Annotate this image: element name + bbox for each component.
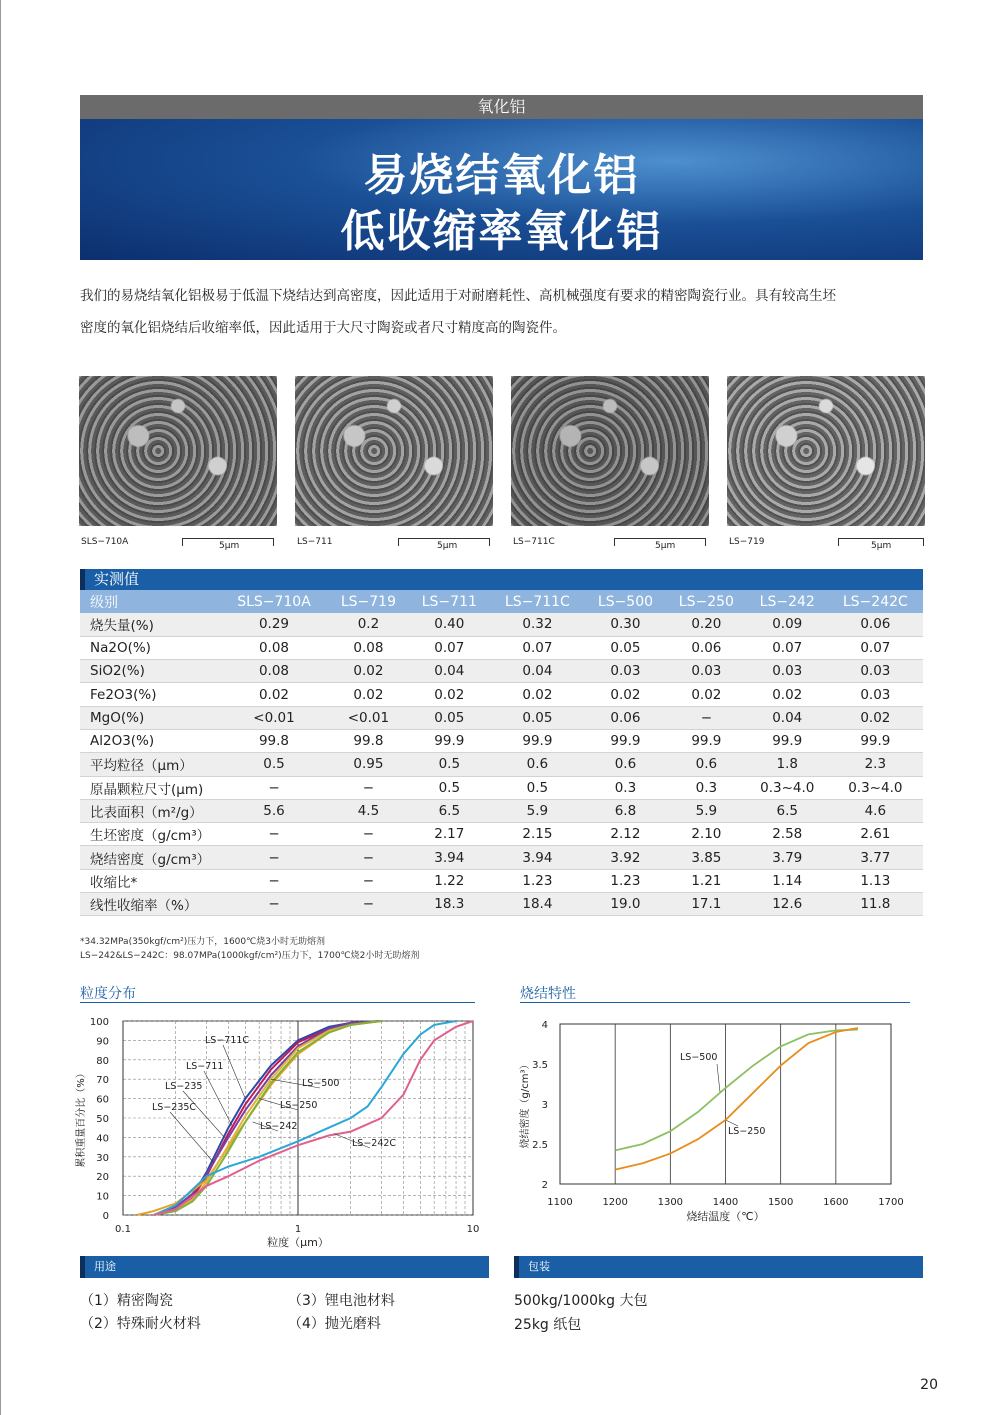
table-cell: 6.5 (747, 799, 828, 822)
table-cell: 2.58 (747, 823, 828, 846)
table-row (80, 869, 923, 892)
table-cell: 0.08 (328, 636, 409, 659)
intro-text (80, 280, 923, 344)
table-header-cell: LS−711 (409, 590, 490, 613)
y-tick-label: 2.5 (532, 1140, 548, 1151)
table-cell: 17.1 (666, 893, 747, 916)
series-label: LS−500 (680, 1052, 718, 1063)
table-row (80, 613, 923, 636)
table-row (80, 683, 923, 706)
table-cell: 3.94 (409, 846, 490, 869)
table-cell: 0.3~4.0 (828, 776, 923, 799)
table-cell: 0.5 (490, 776, 585, 799)
table-cell: 12.6 (747, 893, 828, 916)
particle-size-chart (70, 1010, 480, 1250)
x-tick-label: 1300 (657, 1197, 684, 1208)
y-axis-label: 累积重量百分比（%） (76, 1068, 87, 1168)
table-cell: 18.4 (490, 893, 585, 916)
table-cell: 99.8 (220, 729, 328, 752)
table-cell: − (220, 823, 328, 846)
y-tick-label: 70 (96, 1075, 109, 1087)
row-label: Fe2O3(%) (80, 683, 220, 706)
table-cell: 1.8 (747, 753, 828, 776)
table-cell: − (328, 846, 409, 869)
row-label: 生坯密度（g/cm³） (80, 823, 220, 846)
section-indicator (514, 1256, 519, 1278)
measured-section-title (80, 569, 923, 590)
table-cell: 99.9 (666, 729, 747, 752)
series-label: LS−250 (728, 1126, 766, 1137)
row-label: 烧失量(%) (80, 613, 220, 636)
y-tick-label: 10 (96, 1191, 109, 1203)
table-cell: 0.6 (585, 753, 666, 776)
table-cell: 0.3 (666, 776, 747, 799)
sem-photo (79, 376, 277, 526)
table-cell: 0.2 (328, 613, 409, 636)
x-tick-label: 1400 (712, 1197, 739, 1208)
section-indicator (80, 1256, 85, 1278)
x-tick-label: 0.1 (115, 1224, 131, 1235)
table-cell: 0.07 (747, 636, 828, 659)
spec-table (80, 590, 923, 916)
scale-label: 5μm (871, 541, 892, 551)
photo-caption: LS−719 (729, 537, 765, 547)
sem-photo (511, 376, 709, 526)
series-label: LS−242 (260, 1121, 298, 1132)
row-label: Na2O(%) (80, 636, 220, 659)
row-label: 比表面积（m²/g） (80, 799, 220, 822)
hero-banner (80, 119, 923, 260)
photo-caption: LS−711 (297, 537, 333, 547)
y-tick-label: 30 (96, 1152, 109, 1164)
table-cell: 2.12 (585, 823, 666, 846)
table-cell: 0.08 (220, 660, 328, 683)
table-cell: 3.94 (490, 846, 585, 869)
table-cell: 0.02 (328, 660, 409, 683)
category-bar: 氧化铝 (80, 95, 923, 119)
x-tick-label: 1700 (878, 1197, 904, 1208)
x-axis-label: 粒度（μm） (267, 1236, 329, 1249)
table-cell: 0.08 (220, 636, 328, 659)
packing-item: 500kg/1000kg 大包 (514, 1293, 648, 1309)
table-cell: 4.5 (328, 799, 409, 822)
table-cell: 1.22 (409, 869, 490, 892)
table-cell: 0.05 (585, 636, 666, 659)
sintering-chart (510, 1010, 910, 1230)
table-cell: 3.85 (666, 846, 747, 869)
table-cell: <0.01 (328, 706, 409, 729)
table-cell: 0.40 (409, 613, 490, 636)
table-cell: 0.02 (220, 683, 328, 706)
table-cell: 0.03 (828, 660, 923, 683)
footnote-2: LS−242&LS−242C：98.07MPa(1000kgf/cm²)压力下，1700℃烧2小时无助熔剂 (80, 951, 420, 961)
table-row (80, 660, 923, 683)
table-cell: 5.9 (666, 799, 747, 822)
table-cell: 0.32 (490, 613, 585, 636)
table-cell: 0.03 (666, 660, 747, 683)
table-cell: 99.9 (828, 729, 923, 752)
table-cell: 0.04 (747, 706, 828, 729)
y-tick-label: 4 (541, 1020, 548, 1031)
series-label: LS−235 (165, 1081, 203, 1092)
table-cell: 0.29 (220, 613, 328, 636)
use-item: （2）特殊耐火材料 (80, 1316, 201, 1332)
scale-label: 5μm (219, 541, 240, 551)
table-cell: 0.03 (828, 683, 923, 706)
table-cell: 3.77 (828, 846, 923, 869)
scale-label: 5μm (437, 541, 458, 551)
use-item: （1）精密陶瓷 (80, 1293, 173, 1309)
row-label: 烧结密度（g/cm³） (80, 846, 220, 869)
series-label: LS−711 (186, 1061, 224, 1072)
chart1-heading: 粒度分布 (80, 986, 136, 1002)
table-cell: 19.0 (585, 893, 666, 916)
table-cell: 0.06 (585, 706, 666, 729)
table-cell: 99.9 (409, 729, 490, 752)
table-cell: − (220, 869, 328, 892)
table-cell: 0.02 (828, 706, 923, 729)
table-cell: 0.6 (490, 753, 585, 776)
table-cell: 1.23 (585, 869, 666, 892)
table-cell: 0.5 (409, 753, 490, 776)
page-number: 20 (920, 1377, 938, 1393)
table-cell: 11.8 (828, 893, 923, 916)
y-tick-label: 90 (96, 1036, 109, 1048)
table-header-cell: LS−242C (828, 590, 923, 613)
table-cell: 0.05 (490, 706, 585, 729)
table-cell: 0.5 (409, 776, 490, 799)
sem-photo (727, 376, 925, 526)
use-item: （3）锂电池材料 (288, 1293, 395, 1309)
x-tick-label: 1600 (823, 1197, 849, 1208)
table-header-cell: LS−250 (666, 590, 747, 613)
table-header-cell: LS−711C (490, 590, 585, 613)
series-label: LS−500 (302, 1078, 340, 1089)
y-tick-label: 100 (89, 1017, 109, 1028)
section-indicator (80, 569, 85, 590)
measured-title-text: 实测值 (94, 570, 140, 588)
uses-title: 用途 (94, 1260, 116, 1273)
table-cell: 5.6 (220, 799, 328, 822)
table-row (80, 799, 923, 822)
table-row (80, 753, 923, 776)
table-cell: 99.8 (328, 729, 409, 752)
title-line-2: 低收缩率氧化铝 (340, 206, 663, 257)
table-cell: 2.15 (490, 823, 585, 846)
x-tick-label: 10 (466, 1224, 480, 1235)
row-label: 收缩比* (80, 869, 220, 892)
table-cell: 5.9 (490, 799, 585, 822)
table-cell: 0.3~4.0 (747, 776, 828, 799)
series-label: LS−250 (280, 1100, 318, 1111)
series-label: LS−242C (352, 1138, 397, 1149)
chart1-rule (80, 1002, 475, 1003)
footnote-1: *34.32MPa(350kgf/cm²)压力下，1600℃烧3小时无助熔剂 (80, 937, 325, 947)
table-row (80, 706, 923, 729)
row-label: 平均粒径（μm） (80, 753, 220, 776)
row-label: Al2O3(%) (80, 729, 220, 752)
table-cell: 0.07 (490, 636, 585, 659)
table-cell: 6.8 (585, 799, 666, 822)
table-header-cell: LS−500 (585, 590, 666, 613)
table-header-cell: 级别 (80, 590, 220, 613)
table-cell: 1.14 (747, 869, 828, 892)
y-tick-label: 2 (541, 1180, 548, 1191)
packing-item: 25kg 纸包 (514, 1317, 582, 1333)
y-tick-label: 50 (96, 1114, 109, 1125)
photo-caption: SLS−710A (81, 537, 129, 547)
table-cell: 0.6 (666, 753, 747, 776)
table-cell: − (220, 776, 328, 799)
y-tick-label: 60 (96, 1094, 109, 1106)
intro-line-2: 密度的氧化铝烧结后收缩率低，因此适用于大尺寸陶瓷或者尺寸精度高的陶瓷件。 (80, 320, 566, 336)
table-header-row (80, 590, 923, 613)
y-tick-label: 80 (96, 1055, 109, 1067)
table-header-cell: SLS−710A (220, 590, 328, 613)
y-tick-label: 3 (541, 1100, 548, 1111)
row-label: 线性收缩率（%） (80, 893, 220, 916)
table-cell: 0.07 (828, 636, 923, 659)
packing-header (514, 1256, 923, 1278)
y-tick-label: 3.5 (532, 1060, 548, 1071)
table-cell: 0.03 (747, 660, 828, 683)
table-cell: 2.17 (409, 823, 490, 846)
photo-caption: LS−711C (513, 537, 555, 547)
table-cell: 99.9 (585, 729, 666, 752)
table-cell: 0.04 (490, 660, 585, 683)
chart2-rule (520, 1002, 910, 1003)
table-cell: 1.21 (666, 869, 747, 892)
table-cell: 0.06 (666, 636, 747, 659)
table-cell: 0.09 (747, 613, 828, 636)
row-label: MgO(%) (80, 706, 220, 729)
table-row (80, 893, 923, 916)
table-cell: 0.07 (409, 636, 490, 659)
table-cell: 18.3 (409, 893, 490, 916)
table-cell: 0.95 (328, 753, 409, 776)
table-cell: 2.3 (828, 753, 923, 776)
table-cell: 0.30 (585, 613, 666, 636)
table-cell: 0.02 (490, 683, 585, 706)
table-cell: 3.79 (747, 846, 828, 869)
x-tick-label: 1200 (602, 1197, 628, 1208)
table-cell: − (328, 823, 409, 846)
table-body (80, 613, 923, 916)
table-cell: − (666, 706, 747, 729)
table-cell: 99.9 (490, 729, 585, 752)
scale-label: 5μm (655, 541, 676, 551)
intro-line-1: 我们的易烧结氧化铝极易于低温下烧结达到高密度，因此适用于对耐磨耗性、高机械强度有要求的精密陶瓷行业。具有较高生坯 (80, 288, 836, 304)
table-cell: 0.02 (409, 683, 490, 706)
table-header-cell: LS−719 (328, 590, 409, 613)
table-header-cell: LS−242 (747, 590, 828, 613)
table-row (80, 729, 923, 752)
table-cell: − (328, 869, 409, 892)
table-cell: 0.5 (220, 753, 328, 776)
table-cell: 0.04 (409, 660, 490, 683)
table-cell: 0.20 (666, 613, 747, 636)
table-cell: − (328, 776, 409, 799)
table-cell: 0.02 (585, 683, 666, 706)
y-tick-label: 0 (102, 1211, 109, 1222)
table-cell: 0.02 (328, 683, 409, 706)
table-cell: 3.92 (585, 846, 666, 869)
table-cell: 0.06 (828, 613, 923, 636)
series-label: LS−711C (205, 1035, 250, 1046)
table-cell: 0.02 (747, 683, 828, 706)
table-cell: 0.05 (409, 706, 490, 729)
x-axis-label: 烧结温度（℃） (686, 1210, 765, 1223)
table-row (80, 823, 923, 846)
table-cell: 99.9 (747, 729, 828, 752)
table-cell: 2.10 (666, 823, 747, 846)
table-cell: 2.61 (828, 823, 923, 846)
table-cell: 0.02 (666, 683, 747, 706)
sem-photo (295, 376, 493, 526)
packing-title: 包装 (528, 1260, 550, 1273)
chart2-heading: 烧结特性 (520, 986, 576, 1002)
table-cell: − (220, 893, 328, 916)
row-label: 原晶颗粒尺寸(μm) (80, 776, 220, 799)
table-cell: <0.01 (220, 706, 328, 729)
table-cell: − (328, 893, 409, 916)
y-tick-label: 40 (96, 1133, 109, 1145)
x-tick-label: 1500 (767, 1197, 794, 1208)
uses-header (80, 1256, 489, 1278)
y-tick-label: 20 (96, 1172, 109, 1184)
table-cell: 1.13 (828, 869, 923, 892)
table-cell: 4.6 (828, 799, 923, 822)
x-tick-label: 1100 (547, 1197, 573, 1208)
table-row (80, 636, 923, 659)
row-label: SiO2(%) (80, 660, 220, 683)
table-row (80, 776, 923, 799)
page-border (0, 0, 8, 1415)
table-cell: 1.23 (490, 869, 585, 892)
series-label: LS−235C (152, 1102, 197, 1113)
title-line-1: 易烧结氧化铝 (363, 150, 640, 201)
table-cell: 6.5 (409, 799, 490, 822)
table-cell: 0.3 (585, 776, 666, 799)
y-axis-label: 烧结密度（g/cm³） (520, 1059, 531, 1149)
x-tick-label: 1 (294, 1224, 302, 1235)
use-item: （4）抛光磨料 (288, 1316, 381, 1332)
table-cell: 0.03 (585, 660, 666, 683)
table-row (80, 846, 923, 869)
table-cell: − (220, 846, 328, 869)
